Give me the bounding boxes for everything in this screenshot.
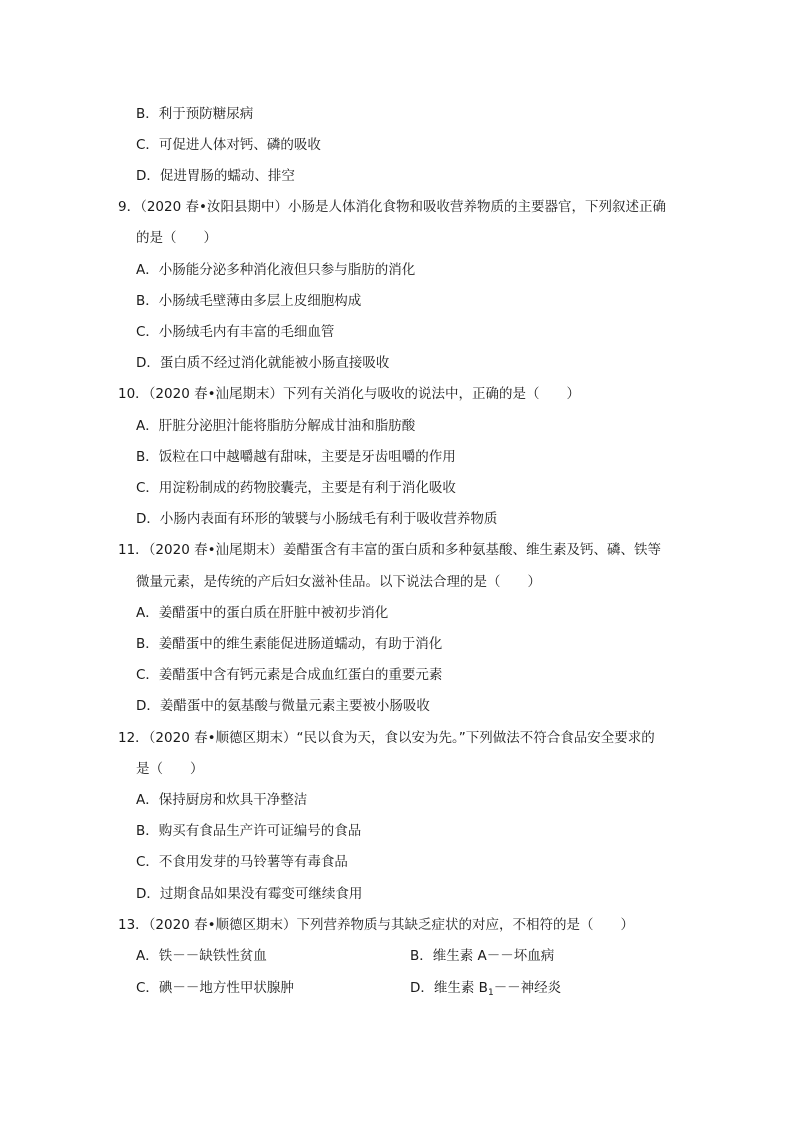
q10-option-b: B．饭粒在口中越嚼越有甜味，主要是牙齿咀嚼的作用 bbox=[136, 449, 456, 465]
q12-stem-line2: 是（ ） bbox=[136, 761, 204, 777]
q9-option-d: D．蛋白质不经过消化就能被小肠直接吸收 bbox=[136, 355, 390, 371]
q12-option-a: A．保持厨房和炊具干净整洁 bbox=[136, 792, 308, 808]
q11-stem-line2: 微量元素，是传统的产后妇女滋补佳品。以下说法合理的是（ ） bbox=[136, 574, 541, 590]
q12-option-c: C．不食用发芽的马铃薯等有毒食品 bbox=[136, 854, 348, 870]
q10-option-c: C．用淀粉制成的药物胶囊壳，主要是有利于消化吸收 bbox=[136, 480, 456, 496]
q12-option-b: B．购买有食品生产许可证编号的食品 bbox=[136, 823, 362, 839]
q13-option-b: B．维生素 A－－坏血病 bbox=[410, 948, 555, 964]
q8-option-d: D．促进胃肠的蠕动、排空 bbox=[136, 168, 295, 184]
q9-stem-line1: 9．（2020 春•汝阳县期中）小肠是人体消化食物和吸收营养物质的主要器官，下列叙述正确 bbox=[118, 199, 666, 215]
q11-option-b: B．姜醋蛋中的维生素能促进肠道蠕动，有助于消化 bbox=[136, 636, 443, 652]
q13-option-a: A．铁－－缺铁性贫血 bbox=[136, 948, 267, 964]
q9-stem-line2: 的是（ ） bbox=[136, 230, 217, 246]
q10-stem: 10．（2020 春•汕尾期末）下列有关消化与吸收的说法中，正确的是（ ） bbox=[118, 386, 581, 402]
q9-option-c: C．小肠绒毛内有丰富的毛细血管 bbox=[136, 324, 335, 340]
q10-option-d: D．小肠内表面有环形的皱襞与小肠绒毛有利于吸收营养物质 bbox=[136, 511, 498, 527]
q12-stem-line1: 12．（2020 春•顺德区期末）“民以食为天，食以安为先。”下列做法不符合食品安全要求的 bbox=[118, 730, 655, 746]
q11-option-a: A．姜醋蛋中的蛋白质在肝脏中被初步消化 bbox=[136, 605, 389, 621]
q13-option-d-suffix: －－神经炎 bbox=[493, 980, 562, 996]
q9-option-a: A．小肠能分泌多种消化液但只参与脂肪的消化 bbox=[136, 262, 416, 278]
q11-stem-line1: 11．（2020 春•汕尾期末）姜醋蛋含有丰富的蛋白质和多种氨基酸、维生素及钙、磷、铁等 bbox=[118, 542, 662, 558]
q11-option-c: C．姜醋蛋中含有钙元素是合成血红蛋白的重要元素 bbox=[136, 667, 443, 683]
q13-option-d-subscript: 1 bbox=[487, 988, 494, 998]
q11-option-d: D．姜醋蛋中的氨基酸与微量元素主要被小肠吸收 bbox=[136, 698, 430, 714]
q9-option-b: B．小肠绒毛壁薄由多层上皮细胞构成 bbox=[136, 293, 362, 309]
q8-option-c: C．可促进人体对钙、磷的吸收 bbox=[136, 137, 321, 153]
q13-option-d-prefix: D．维生素 B bbox=[410, 980, 488, 996]
q10-option-a: A．肝脏分泌胆汁能将脂肪分解成甘油和脂肪酸 bbox=[136, 418, 416, 434]
q8-option-b: B．利于预防糖尿病 bbox=[136, 106, 254, 122]
q13-stem: 13．（2020 春•顺德区期末）下列营养物质与其缺乏症状的对应，不相符的是（ ） bbox=[118, 917, 635, 933]
q12-option-d: D．过期食品如果没有霉变可继续食用 bbox=[136, 886, 363, 902]
q13-option-c: C．碘－－地方性甲状腺肿 bbox=[136, 980, 294, 996]
q13-option-d bbox=[410, 978, 561, 998]
